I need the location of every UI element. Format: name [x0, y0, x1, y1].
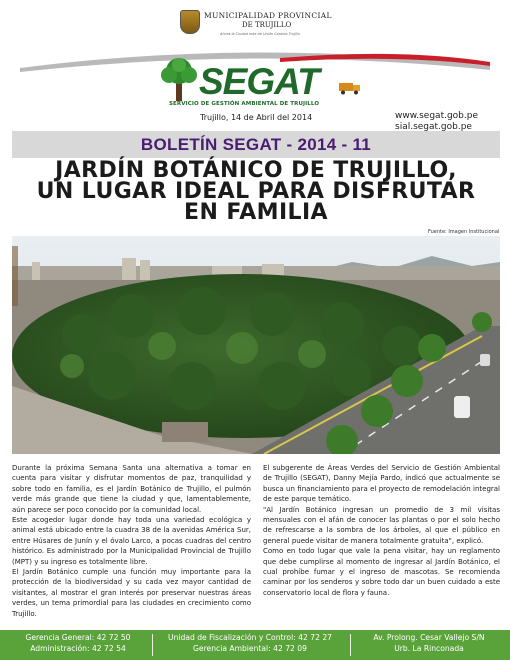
footer-phone-admin: Administración: 42 72 54 — [30, 643, 126, 653]
garbage-truck-icon — [339, 81, 361, 95]
bulletin-title: BOLETÍN SEGAT - 2014 - 11 — [140, 135, 372, 154]
tree-icon — [157, 57, 201, 103]
footer-divider — [152, 634, 153, 656]
article-paragraph: El Jardín Botánico cumple una función muy importante para la protección de la biodiversidad y su cada vez mayor cantidad de visitantes, al mostrar el gran interés por preservar nuestras áreas verdes, un tema primordial para las ciudades en crecimiento como Trujillo. — [12, 568, 251, 618]
botanical-garden-aerial-photo — [12, 236, 500, 454]
footer-phone-general: Gerencia General: 42 72 50 — [25, 633, 131, 642]
article-paragraph: El subgerente de Áreas Verdes del Servicio de Gestión Ambiental de Trujillo (SEGAT), Danny Mejía Pardo, indicó que actualmente se busca un financiamiento para el proyecto de remodelación integral de este parque temático. — [263, 464, 500, 504]
issue-date: Trujillo, 14 de Abril del 2014 — [200, 113, 313, 122]
article-column-2 — [263, 463, 500, 598]
footer-address-street: Av. Prolong. Cesar Vallejo S/N — [373, 633, 485, 642]
municipality-header — [180, 10, 340, 40]
article-paragraph: "Al Jardín Botánico ingresan un promedio de 3 mil visitas mensuales con el afán de conocer las plantas o por el solo hecho de refrescarse a la sombra de los árboles, al que el público en general puede visitar de manera totalmente gratuita", explicó. — [263, 505, 500, 545]
municipality-name-line2: DE TRUJILLO — [242, 21, 292, 29]
headline-line-3: EN FAMILIA — [184, 200, 328, 225]
municipality-name: MUNICIPALIDAD PROVINCIAL — [204, 11, 332, 20]
article-column-1 — [12, 463, 251, 619]
website-link[interactable]: www.segat.gob.pe — [395, 111, 479, 121]
bulletin-title-band — [12, 131, 500, 158]
footer-divider — [350, 634, 351, 656]
article-headline — [12, 160, 500, 223]
article-paragraph: Como en todo lugar que vale la pena visitar, hay un reglamento que debe cumplirse al momento de ingresar al Jardín Botánico, el cual prohíbe fumar y el ingreso de mascotas. Se recomienda caminar por los senderos y sobre todo dar un buen cuidado a este conservatorio local de flora y fauna. — [263, 547, 500, 597]
info-site-link[interactable]: sial.segat.gob.pe — [395, 121, 472, 132]
headline-line-1: JARDÍN BOTÁNICO DE TRUJILLO, — [55, 158, 457, 183]
segat-tagline: SERVICIO DE GESTIÓN AMBIENTAL DE TRUJILLO — [169, 101, 320, 107]
photo-credit: Fuente: Imagen Institucional — [428, 229, 500, 235]
website-links — [395, 111, 478, 132]
footer-contact-general — [8, 633, 148, 654]
article-paragraph: Este acogedor lugar donde hay toda una variedad ecológica y animal está ubicado entre la cuadra 38 de la avenidas América Sur, entre Húsares de Junín y el óvalo Larco, a pocas cuadras del centro histórico. Es administrado por la Municipalidad Provincial de Trujillo (MPT) y su ingreso es totalmente libre. — [12, 516, 251, 566]
segat-logo — [155, 55, 365, 113]
footer-address — [354, 633, 504, 654]
article-paragraph: Durante la próxima Semana Santa una alternativa a tomar en cuenta para visitar y disfrutar momentos de paz, tranquilidad y sobre todo en familia, es el Jardín Botánico de Trujillo, el pulmón verde más grande que tiene la ciudad y que, lamentablemente, aún parece ser poco conocido por la comunidad local. — [12, 464, 251, 514]
coat-of-arms-icon — [180, 10, 200, 34]
municipality-motto: Ahora la Ciudad más de Unión Cambia Trujillo — [220, 32, 301, 36]
footer-address-district: Urb. La Rinconada — [394, 643, 464, 653]
footer-phone-environment: Gerencia Ambiental: 42 72 09 — [193, 643, 307, 653]
footer-phone-fiscalization: Unidad de Fiscalización y Control: 42 72 27 — [168, 633, 332, 642]
segat-wordmark: SEGAT — [199, 61, 319, 102]
headline-line-2: UN LUGAR IDEAL PARA DISFRUTAR — [36, 179, 476, 204]
footer-contact-units — [156, 633, 344, 654]
